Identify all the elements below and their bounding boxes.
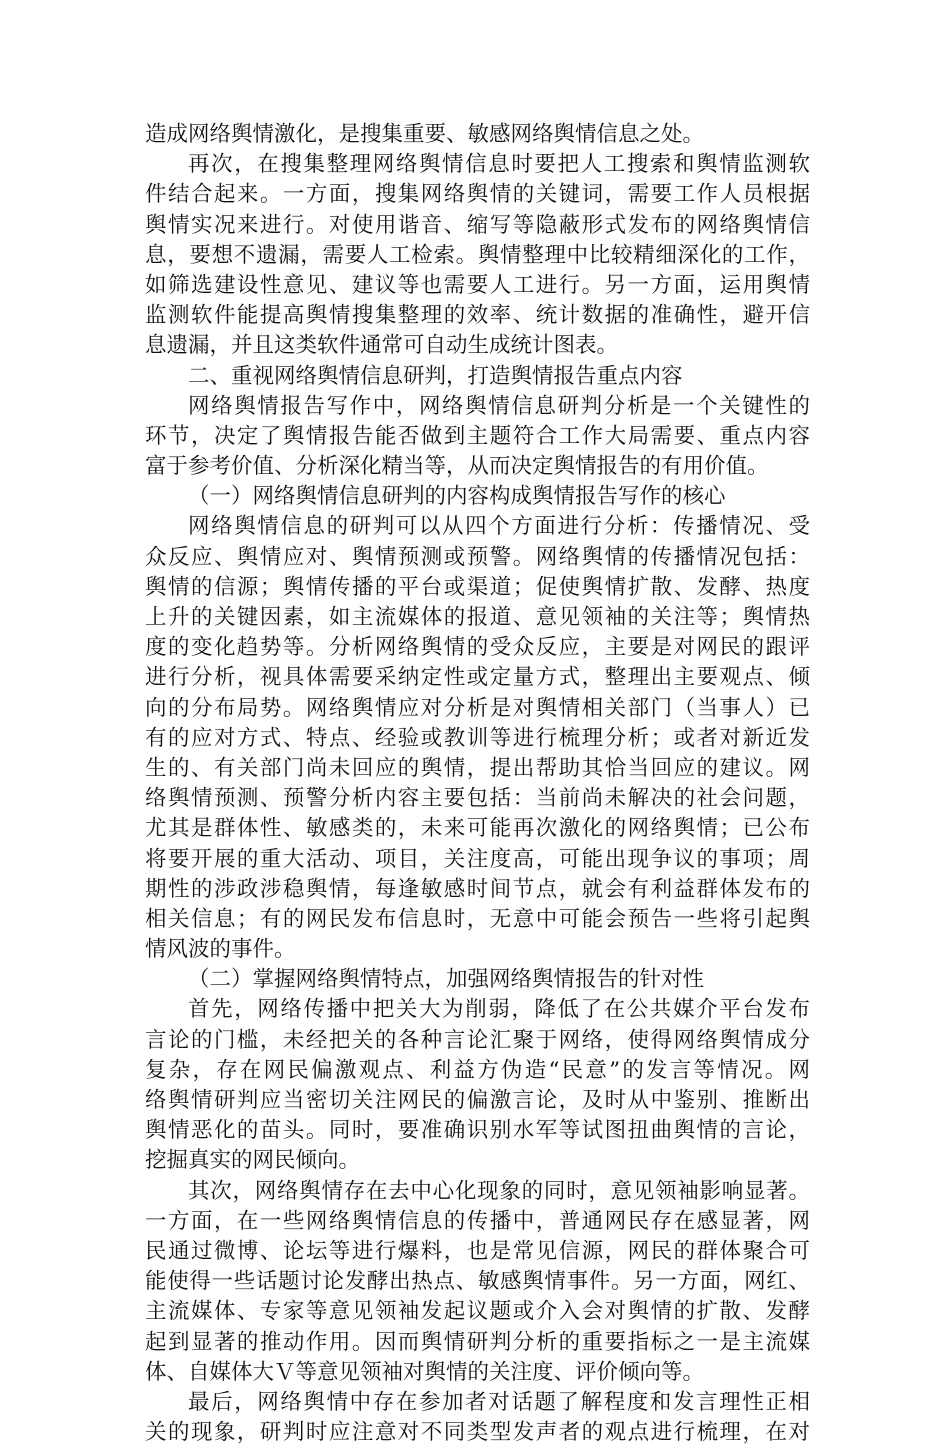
text-line: 环节，决定了舆情报告能否做到主题符合工作大局需要、重点内容 bbox=[145, 423, 810, 449]
text-line: 络舆情研判应当密切关注网民的偏激言论，及时从中鉴别、推断出 bbox=[145, 1088, 810, 1113]
text-line: 将要开展的重大活动、项目，关注度高，可能出现争议的事项；周 bbox=[145, 846, 810, 872]
text-line: 关的现象，研判时应注意对不同类型发声者的观点进行梳理，在对 bbox=[145, 1420, 810, 1446]
text-line: 尤其是群体性、敏感类的，未来可能再次激化的网络舆情；已公布 bbox=[145, 816, 810, 842]
text-line: 舆情实况来进行。对使用谐音、缩写等隐蔽形式发布的网络舆情信 bbox=[145, 212, 810, 238]
text-line: 民通过微博、论坛等进行爆料，也是常见信源，网民的群体聚合可 bbox=[145, 1238, 810, 1264]
text-line: （二）掌握网络舆情特点，加强网络舆情报告的针对性 bbox=[188, 967, 705, 993]
text-line: 二、重视网络舆情信息研判，打造舆情报告重点内容 bbox=[188, 363, 683, 389]
text-line: 最后，网络舆情中存在参加者对话题了解程度和发言理性正相 bbox=[188, 1389, 810, 1415]
text-line: 向的分布局势。网络舆情应对分析是对舆情相关部门（当事人）已 bbox=[145, 695, 810, 721]
text-line: 络舆情预测、预警分析内容主要包括：当前尚未解决的社会问题， bbox=[145, 786, 810, 812]
text-line: 监测软件能提高舆情搜集整理的效率、统计数据的准确性，避开信 bbox=[145, 303, 810, 329]
text-line: 相关信息；有的网民发布信息时，无意中可能会预告一些将引起舆 bbox=[145, 906, 810, 932]
text-line: 其次，网络舆情存在去中心化现象的同时，意见领袖影响显著。 bbox=[188, 1178, 810, 1204]
text-line: 情风波的事件。 bbox=[145, 937, 296, 963]
text-line: 进行分析，视具体需要采纳定性或定量方式，整理出主要观点、倾 bbox=[145, 665, 810, 691]
text-line: 首先，网络传播中把关大为削弱，降低了在公共媒介平台发布 bbox=[188, 997, 810, 1023]
text-line: 息遗漏，并且这类软件通常可自动生成统计图表。 bbox=[145, 333, 619, 359]
text-line: 期性的涉政涉稳舆情，每逢敏感时间节点，就会有利益群体发布的 bbox=[145, 876, 810, 902]
text-line: 能使得一些话题讨论发酵出热点、敏感舆情事件。另一方面，网红、 bbox=[145, 1269, 810, 1295]
text-line: 体、自媒体大Ｖ等意见领袖对舆情的关注度、评价倾向等。 bbox=[145, 1359, 705, 1385]
text-line: （一）网络舆情信息研判的内容构成舆情报告写作的核心 bbox=[188, 484, 726, 510]
text-line: 生的、有关部门尚未回应的舆情，提出帮助其恰当回应的建议。网 bbox=[145, 755, 810, 781]
text-line: 件结合起来。一方面，搜集网络舆情的关键词，需要工作人员根据 bbox=[145, 182, 810, 208]
text-line: 起到显著的推动作用。因而舆情研判分析的重要指标之一是主流媒 bbox=[145, 1329, 810, 1355]
text-line: 复杂，存在网民偏激观点、利益方伪造“民意”的发言等情况。网 bbox=[145, 1057, 810, 1083]
text-line: 挖掘真实的网民倾向。 bbox=[145, 1148, 361, 1174]
text-line: 如筛选建设性意见、建议等也需要人工进行。另一方面，运用舆情 bbox=[145, 272, 810, 298]
text-line: 网络舆情信息的研判可以从四个方面进行分析：传播情况、受 bbox=[188, 514, 810, 540]
text-line: 造成网络舆情激化，是搜集重要、敏感网络舆情信息之处。 bbox=[145, 122, 705, 147]
text-line: 度的变化趋势等。分析网络舆情的受众反应，主要是对网民的跟评 bbox=[145, 635, 810, 661]
text-line: 再次，在搜集整理网络舆情信息时要把人工搜索和舆情监测软 bbox=[188, 152, 810, 178]
document-body bbox=[145, 120, 810, 1448]
text-line: 主流媒体、专家等意见领袖发起议题或介入会对舆情的扩散、发酵 bbox=[145, 1299, 810, 1325]
text-line: 息，要想不遗漏，需要人工检索。舆情整理中比较精细深化的工作， bbox=[145, 242, 810, 268]
text-line: 众反应、舆情应对、舆情预测或预警。网络舆情的传播情况包括： bbox=[145, 544, 810, 570]
text-line: 舆情的信源；舆情传播的平台或渠道；促使舆情扩散、发酵、热度 bbox=[145, 574, 810, 600]
text-line: 富于参考价值、分析深化精当等，从而决定舆情报告的有用价值。 bbox=[145, 454, 769, 480]
text-line: 一方面，在一些网络舆情信息的传播中，普通网民存在感显著，网 bbox=[145, 1208, 810, 1234]
text-line: 言论的门槛，未经把关的各种言论汇聚于网络，使得网络舆情成分 bbox=[145, 1027, 810, 1053]
text-line: 有的应对方式、特点、经验或教训等进行梳理分析；或者对新近发 bbox=[145, 725, 810, 751]
text-line: 网络舆情报告写作中，网络舆情信息研判分析是一个关键性的 bbox=[188, 393, 810, 419]
text-line: 舆情恶化的苗头。同时，要准确识别水军等试图扭曲舆情的言论， bbox=[145, 1118, 810, 1144]
text-line: 上升的关键因素，如主流媒体的报道、意见领袖的关注等；舆情热 bbox=[145, 605, 810, 630]
